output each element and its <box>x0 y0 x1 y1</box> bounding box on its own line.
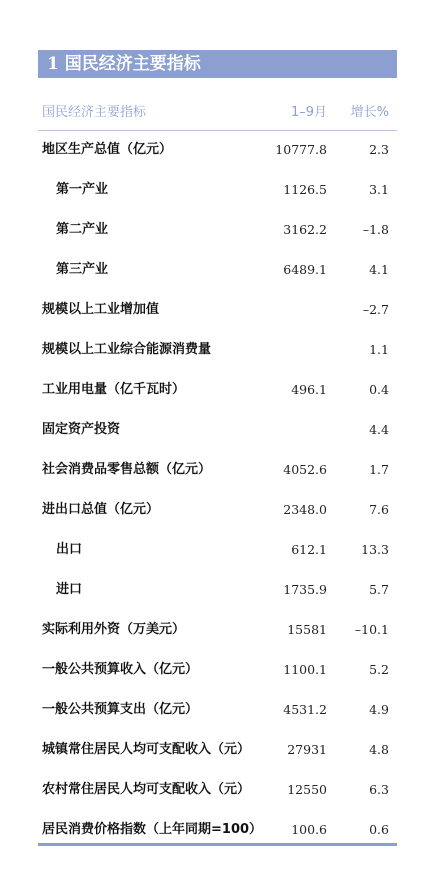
indicator-growth: 2.3 <box>369 142 389 157</box>
table-row <box>38 450 397 490</box>
indicator-name: 进出口总值（亿元） <box>42 502 160 517</box>
indicator-value: 6489.1 <box>283 262 327 277</box>
table-row <box>38 210 397 250</box>
table-row <box>38 770 397 810</box>
indicator-value: 612.1 <box>291 542 327 557</box>
indicator-growth: 13.3 <box>361 542 389 557</box>
indicator-value: 496.1 <box>291 382 327 397</box>
indicator-name: 居民消费价格指数（上年同期=100） <box>42 822 263 837</box>
indicator-value: 10777.8 <box>275 142 327 157</box>
indicator-growth: –1.8 <box>362 222 389 237</box>
indicator-name: 工业用电量（亿千瓦时） <box>42 382 186 397</box>
table-row <box>38 650 397 690</box>
indicator-growth: –2.7 <box>362 302 389 317</box>
table-row <box>38 570 397 610</box>
indicator-name: 一般公共预算收入（亿元） <box>42 662 199 677</box>
indicator-value: 4052.6 <box>283 462 327 477</box>
table-row <box>38 690 397 730</box>
indicator-growth: 6.3 <box>369 782 389 797</box>
indicator-name: 城镇常住居民人均可支配收入（元） <box>42 742 251 757</box>
header-period: 1–9月 <box>290 105 327 120</box>
indicator-growth: 4.9 <box>369 702 389 717</box>
table-row <box>38 290 397 330</box>
indicator-growth: 5.2 <box>369 662 389 677</box>
indicator-name: 出口 <box>56 542 83 557</box>
indicator-growth: 4.4 <box>369 422 389 437</box>
indicator-name: 地区生产总值（亿元） <box>42 142 173 157</box>
table-row <box>38 530 397 570</box>
indicator-growth: 0.4 <box>369 382 389 397</box>
table-row <box>38 410 397 450</box>
indicator-name: 固定资产投资 <box>42 422 121 437</box>
indicator-growth: 3.1 <box>369 182 389 197</box>
table-row <box>38 610 397 650</box>
indicator-value: 12550 <box>287 782 327 797</box>
header-indicator: 国民经济主要指标 <box>42 105 147 120</box>
table-row <box>38 490 397 530</box>
indicator-name: 实际利用外资（万美元） <box>42 622 186 637</box>
header-growth: 增长% <box>350 105 389 120</box>
indicator-name: 第三产业 <box>56 262 109 277</box>
table-header <box>38 90 397 131</box>
indicator-value: 2348.0 <box>283 502 327 517</box>
indicator-value: 1100.1 <box>283 662 327 677</box>
indicator-growth: 4.8 <box>369 742 389 757</box>
table-row <box>38 170 397 210</box>
indicator-value: 4531.2 <box>283 702 327 717</box>
indicator-value: 27931 <box>287 742 327 757</box>
indicator-value: 3162.2 <box>283 222 327 237</box>
table-row <box>38 250 397 290</box>
indicator-name: 规模以上工业综合能源消费量 <box>42 342 212 357</box>
indicator-value: 100.6 <box>291 822 327 837</box>
indicator-growth: 1.7 <box>369 462 389 477</box>
indicator-name: 第一产业 <box>56 182 109 197</box>
indicator-growth: 5.7 <box>369 582 389 597</box>
indicator-name: 第二产业 <box>56 222 109 237</box>
indicator-name: 进口 <box>56 582 83 597</box>
indicator-growth: 7.6 <box>369 502 389 517</box>
indicator-value: 15581 <box>287 622 327 637</box>
table-row <box>38 330 397 370</box>
indicator-name: 农村常住居民人均可支配收入（元） <box>42 782 251 797</box>
bottom-rule <box>38 843 397 846</box>
indicator-growth: 0.6 <box>369 822 389 837</box>
indicator-table <box>38 130 397 850</box>
indicator-value: 1126.5 <box>283 182 327 197</box>
indicator-growth: 4.1 <box>369 262 389 277</box>
table-row <box>38 370 397 410</box>
table-row <box>38 130 397 170</box>
indicator-name: 社会消费品零售总额（亿元） <box>42 462 212 477</box>
indicator-growth: 1.1 <box>369 342 389 357</box>
indicator-value: 1735.9 <box>283 582 327 597</box>
table-row <box>38 730 397 770</box>
indicator-growth: –10.1 <box>354 622 389 637</box>
table-title: 1 国民经济主要指标 <box>38 50 397 78</box>
indicator-name: 规模以上工业增加值 <box>42 302 160 317</box>
indicator-name: 一般公共预算支出（亿元） <box>42 702 199 717</box>
